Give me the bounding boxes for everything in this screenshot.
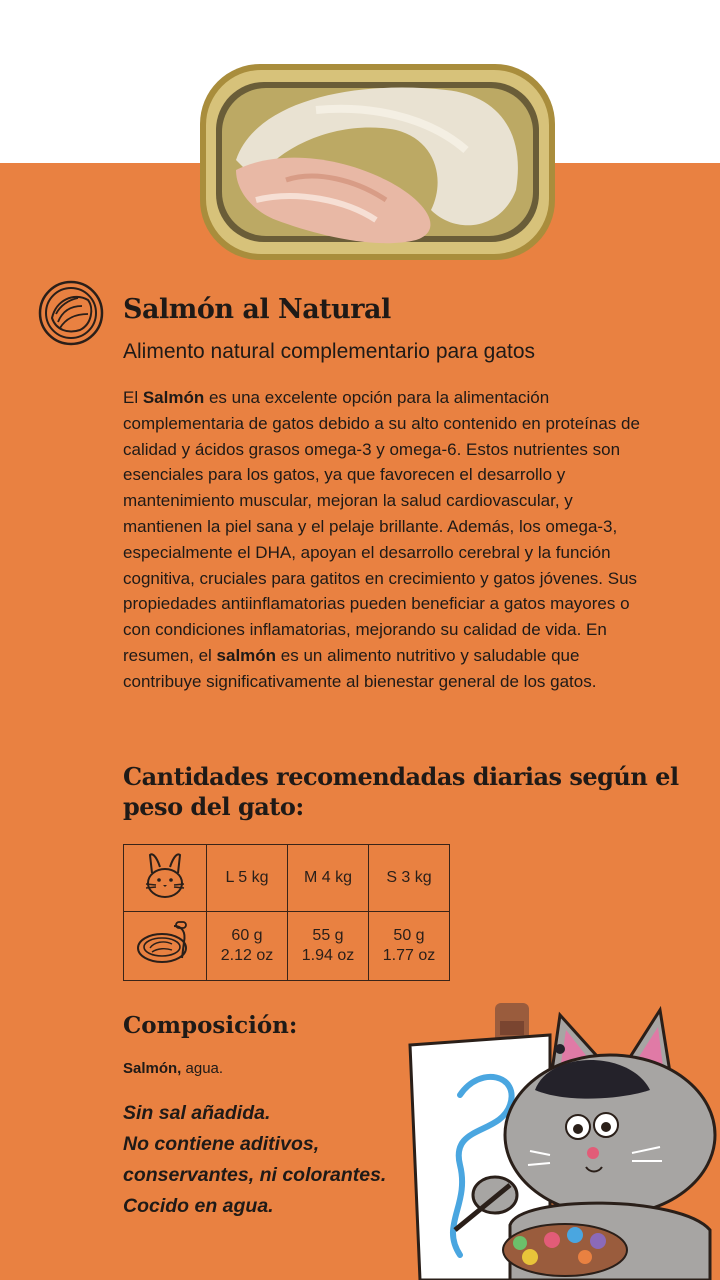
salmon-tin-photo bbox=[196, 60, 566, 270]
description-emphasis: salmón bbox=[216, 645, 277, 665]
product-subtitle: Alimento natural complementario para gatos bbox=[123, 340, 536, 363]
ounces-l: 2.12 oz bbox=[220, 947, 274, 964]
quantities-table bbox=[123, 844, 450, 981]
cat-face-icon bbox=[142, 851, 188, 901]
product-notes bbox=[123, 1098, 386, 1222]
ounces-s: 1.77 oz bbox=[382, 947, 436, 964]
note-cooked: Cocido en agua. bbox=[123, 1195, 274, 1217]
table-row bbox=[124, 912, 450, 981]
ounces-m: 1.94 oz bbox=[301, 947, 355, 964]
main-ingredient: Salmón, bbox=[123, 1060, 182, 1077]
note-no-additives: No contiene aditivos, bbox=[123, 1133, 320, 1155]
size-l: L 5 kg bbox=[207, 845, 288, 912]
description-text: es un alimento nutritivo y saludable que contribuye significativamente al bienestar general de los gatos. bbox=[123, 645, 597, 691]
size-s: S 3 kg bbox=[369, 845, 450, 912]
description-text: El bbox=[123, 388, 143, 407]
salmon-tin-icon bbox=[134, 918, 196, 968]
description-text: es una excelente opción para la alimentación complementaria de gatos debido a su alto contenido en proteínas de calidad y ácidos grasos omega-3 y omega-6. Estos nutrientes son esenciales para los gatos, ya que favorecen el desarrollo y mantenimiento muscular, mejoran la salud cardiovascular, y mantienen la piel sana y el pelaje brillante. Además, los omega-3, especialmente el DHA, apoyan el desarrollo cerebral y la función cognitiva, cruciales para gatitos en crecimiento y gatos jóvenes. Sus propiedades antiinflamatorias pueden beneficiar a gatos mayores o con condiciones inflamatorias, mejorando su calidad de vida. En resumen, el bbox=[123, 388, 640, 665]
other-ingredients: agua. bbox=[181, 1060, 224, 1077]
grams-l: 60 g bbox=[231, 927, 263, 944]
composition-heading: Composición: bbox=[123, 1012, 298, 1039]
product-description bbox=[123, 385, 653, 695]
amount-s bbox=[369, 912, 450, 981]
grams-s: 50 g bbox=[393, 927, 425, 944]
amount-l bbox=[207, 912, 288, 981]
composition-text bbox=[123, 1060, 223, 1077]
quantities-heading: Cantidades recomendadas diarias según el peso del gato: bbox=[123, 762, 679, 821]
note-no-salt: Sin sal añadida. bbox=[123, 1102, 271, 1124]
painter-cat-illustration bbox=[400, 995, 720, 1280]
note-no-preservatives: conservantes, ni colorantes. bbox=[123, 1164, 387, 1186]
cat-face-cell bbox=[124, 845, 207, 912]
size-m: M 4 kg bbox=[288, 845, 369, 912]
grams-m: 55 g bbox=[312, 927, 344, 944]
description-emphasis: Salmón bbox=[142, 388, 205, 407]
table-row bbox=[124, 845, 450, 912]
salmon-icon bbox=[36, 278, 106, 348]
product-title: Salmón al Natural bbox=[123, 294, 391, 325]
salmon-tin-cell bbox=[124, 912, 207, 981]
amount-m bbox=[288, 912, 369, 981]
